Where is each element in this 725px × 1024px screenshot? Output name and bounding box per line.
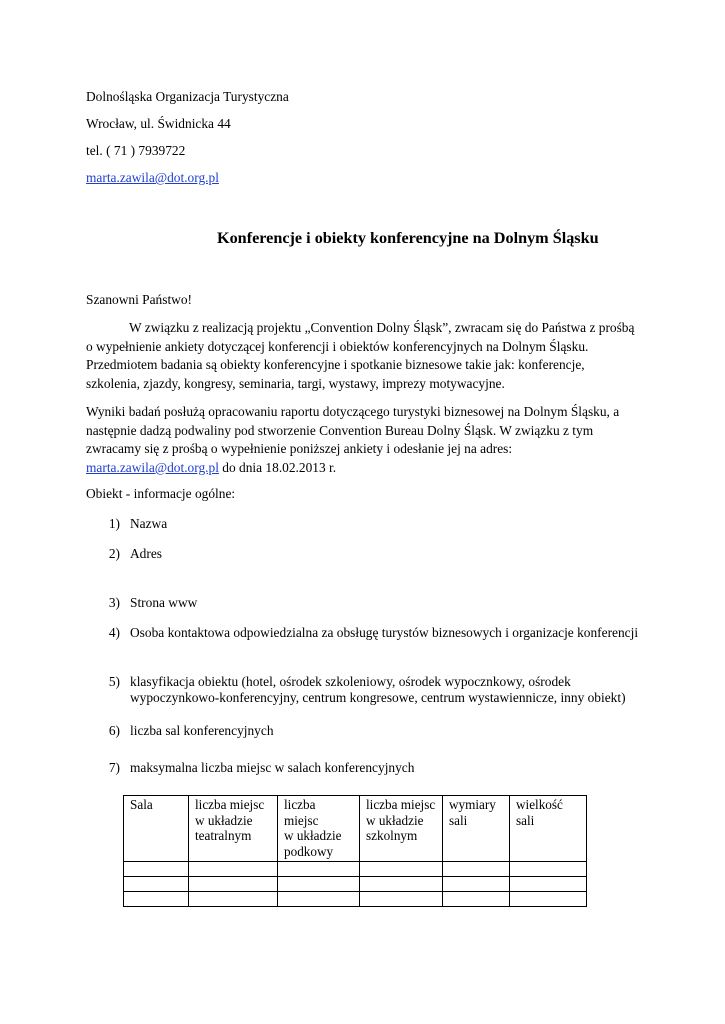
paragraph-line: następnie dadzą podwaliny pod stworzenie Convention Bureau Dolny Śląsk. W związku z tym xyxy=(86,422,594,438)
item-number: 5) xyxy=(108,674,120,689)
header-text: Sala xyxy=(130,797,153,812)
table-row xyxy=(124,877,587,892)
table-row xyxy=(124,862,587,877)
header-cell-room xyxy=(124,796,189,862)
header-text: liczba miejsc xyxy=(284,797,319,828)
item-text: liczba sal konferencyjnych xyxy=(130,723,274,738)
table-cell[interactable] xyxy=(189,877,278,892)
table-cell[interactable] xyxy=(443,862,510,877)
table-cell[interactable] xyxy=(278,862,360,877)
header-text: teatralnym xyxy=(195,828,252,843)
header-text: szkolnym xyxy=(366,828,418,843)
header-cell-classroom-capacity xyxy=(360,796,443,862)
paragraph-line: Wyniki badań posłużą opracowaniu raportu dotyczącego turystyki biznesowej na Dolnym Śląsku, a xyxy=(86,404,620,419)
table-cell[interactable] xyxy=(124,862,189,877)
paragraph-line: zwracamy się z prośbą o wypełnienie poniższej ankiety i odesłanie jej na adres: xyxy=(86,441,513,456)
paragraph-line: o wypełnienie ankiety dotyczącej konferencji i obiektów konferencyjnych na Dolnym Śląsku. xyxy=(86,338,589,354)
paragraph-line xyxy=(86,459,619,478)
header-cell-room-size xyxy=(510,796,587,862)
item-text: Nazwa xyxy=(130,516,168,531)
header-text: podkowy xyxy=(284,843,334,859)
header-text: liczba miejsc xyxy=(195,797,265,812)
header-cell-horseshoe-capacity xyxy=(278,796,360,862)
document-title: Konferencje i obiekty konferencyjne na Dolnym Śląsku xyxy=(217,229,599,247)
header-cell-room-dimensions xyxy=(443,796,510,862)
header-text: liczba miejsc xyxy=(366,797,436,812)
reply-email-link[interactable]: marta.zawila@dot.org.pl xyxy=(86,459,219,475)
header-text: w układzie xyxy=(195,812,253,828)
purpose-paragraph xyxy=(86,403,619,477)
table-header-row xyxy=(124,796,587,862)
header-text: w układzie xyxy=(366,812,424,828)
table-cell[interactable] xyxy=(278,877,360,892)
table-cell[interactable] xyxy=(510,892,587,907)
header-text: sali xyxy=(449,812,468,828)
table-cell[interactable] xyxy=(510,877,587,892)
item-number: 4) xyxy=(108,625,120,640)
greeting: Szanowni Państwo! xyxy=(86,292,193,307)
item-text: Osoba kontaktowa odpowiedzialna za obsługę turystów biznesowych i organizacje konferencji xyxy=(130,625,639,640)
table-row xyxy=(124,892,587,907)
item-number: 2) xyxy=(108,546,120,561)
table-cell[interactable] xyxy=(124,877,189,892)
table-cell[interactable] xyxy=(360,892,443,907)
table-cell[interactable] xyxy=(189,892,278,907)
paragraph-line: Przedmiotem badania są obiekty konferencyjne i spotkanie biznesowe takie jak: konferencje, xyxy=(86,357,585,372)
organization-name: Dolnośląska Organizacja Turystyczna xyxy=(86,89,289,104)
table-cell[interactable] xyxy=(360,877,443,892)
item-number: 7) xyxy=(108,760,120,775)
paragraph-line: szkolenia, zjazdy, kongresy, seminaria, targi, wystawy, imprezy motywacyjne. xyxy=(86,375,505,391)
table-cell[interactable] xyxy=(278,892,360,907)
item-text: wypoczynkowo-konferencyjny, centrum kongresowe, centrum wystawiennicze, inny obiekt) xyxy=(130,690,626,705)
contact-email-link[interactable]: marta.zawila@dot.org.pl xyxy=(86,170,219,185)
header-text: w układzie xyxy=(284,828,342,843)
section-label: Obiekt - informacje ogólne: xyxy=(86,486,236,501)
header-text: sali xyxy=(516,812,535,828)
header-cell-theatre-capacity xyxy=(189,796,278,862)
item-text: maksymalna liczba miejsc w salach konferencyjnych xyxy=(130,760,415,775)
paragraph-line: W związku z realizacją projektu „Convention Dolny Śląsk”, zwracam się do Państwa z prośbą xyxy=(129,320,635,335)
table-cell[interactable] xyxy=(124,892,189,907)
deadline-text: do dnia 18.02.2013 r. xyxy=(218,459,337,475)
intro-paragraph xyxy=(86,319,634,393)
table-cell[interactable] xyxy=(443,892,510,907)
header-text: wielkość xyxy=(516,797,563,812)
table-cell[interactable] xyxy=(360,862,443,877)
item-text: klasyfikacja obiektu (hotel, ośrodek szkoleniowy, ośrodek wypocznkowy, ośrodek xyxy=(130,674,571,689)
table-cell[interactable] xyxy=(443,877,510,892)
item-number: 1) xyxy=(108,516,120,531)
organization-phone: tel. ( 71 ) 7939722 xyxy=(86,143,186,158)
item-text: Adres xyxy=(130,546,162,561)
item-number: 3) xyxy=(108,595,120,610)
header-text: wymiary xyxy=(449,797,496,812)
table-cell[interactable] xyxy=(510,862,587,877)
conference-rooms-table xyxy=(123,795,587,907)
table-cell[interactable] xyxy=(189,862,278,877)
organization-address: Wrocław, ul. Świdnicka 44 xyxy=(86,116,231,131)
item-text: Strona www xyxy=(130,595,198,610)
item-number: 6) xyxy=(108,723,120,738)
